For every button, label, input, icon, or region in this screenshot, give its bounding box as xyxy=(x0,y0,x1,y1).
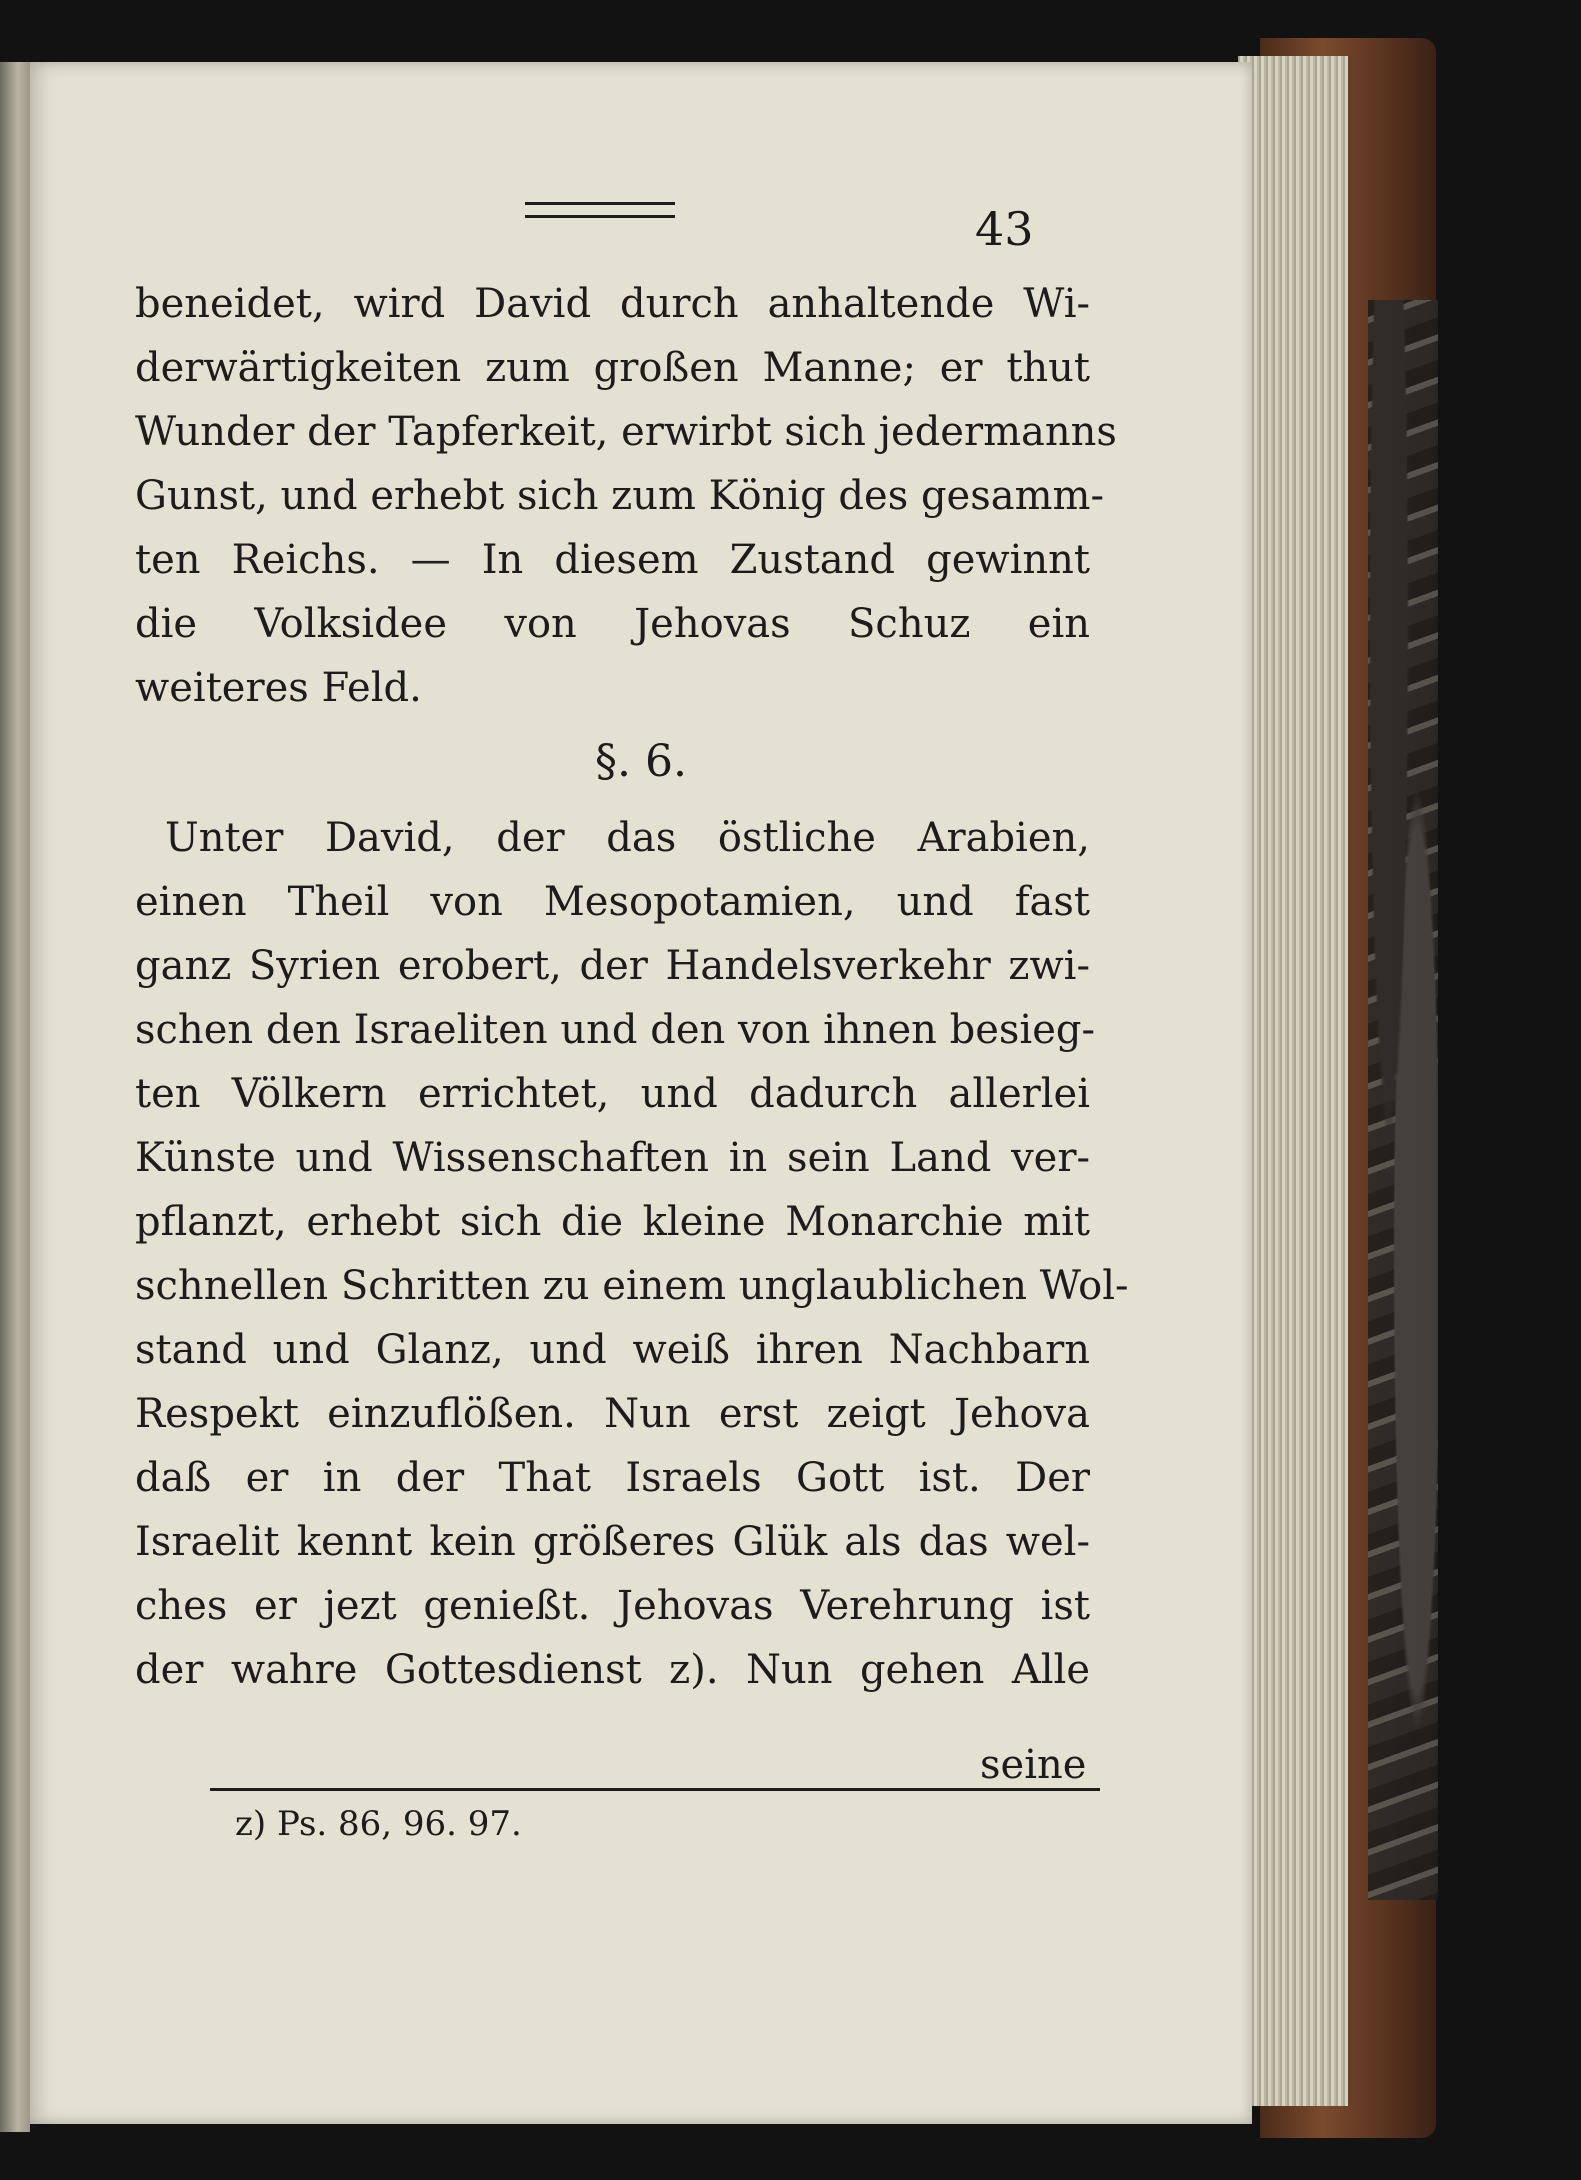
text-line: ten Völkern errichtet, und dadurch allerlei xyxy=(135,1071,1090,1117)
text-line: ganz Syrien erobert, der Handelsverkehr zwi- xyxy=(135,943,1090,989)
text-line: Unter David, der das östliche Arabien, xyxy=(165,815,1090,861)
text-line: pflanzt, erhebt sich die kleine Monarchie mit xyxy=(135,1199,1090,1245)
text-line: die Volksidee von Jehovas Schuz ein xyxy=(135,601,1090,647)
text-line: weiteres Feld. xyxy=(135,665,422,711)
text-line: der wahre Gottesdienst z). Nun gehen Alle xyxy=(135,1647,1090,1693)
page-block-edge xyxy=(1238,56,1348,2106)
text-line: ten Reichs. — In diesem Zustand gewinnt xyxy=(135,537,1090,583)
footnote: z) Ps. 86, 96. 97. xyxy=(235,1804,522,1844)
text-line: schnellen Schritten zu einem unglaublichen Wol- xyxy=(135,1263,1129,1309)
previous-page-edge xyxy=(0,62,30,2132)
marbled-board xyxy=(1368,300,1438,1900)
text-line: Wunder der Tapferkeit, erwirbt sich jedermanns xyxy=(135,409,1117,455)
text-line: derwärtigkeiten zum großen Manne; er thut xyxy=(135,345,1090,391)
header-ornament-rule xyxy=(525,202,675,218)
text-line: ches er jezt genießt. Jehovas Verehrung ist xyxy=(135,1583,1090,1629)
text-line: einen Theil von Mesopotamien, und fast xyxy=(135,879,1090,925)
text-line: Gunst, und erhebt sich zum König des gesamm- xyxy=(135,473,1104,519)
catchword: seine xyxy=(980,1742,1087,1788)
text-line: schen den Israeliten und den von ihnen besieg- xyxy=(135,1007,1095,1053)
text-line: Künste und Wissenschaften in sein Land ver- xyxy=(135,1135,1090,1181)
section-heading: §. 6. xyxy=(595,736,687,787)
text-line: Respekt einzuflößen. Nun erst zeigt Jehova xyxy=(135,1391,1090,1437)
footnote-rule xyxy=(210,1788,1100,1791)
book-page xyxy=(30,62,1252,2124)
text-line: stand und Glanz, und weiß ihren Nachbarn xyxy=(135,1327,1090,1373)
text-line: Israelit kennt kein größeres Glük als das wel- xyxy=(135,1519,1090,1565)
page-number: 43 xyxy=(975,202,1034,256)
text-line: beneidet, wird David durch anhaltende Wi- xyxy=(135,281,1090,327)
text-line: daß er in der That Israels Gott ist. Der xyxy=(135,1455,1090,1501)
